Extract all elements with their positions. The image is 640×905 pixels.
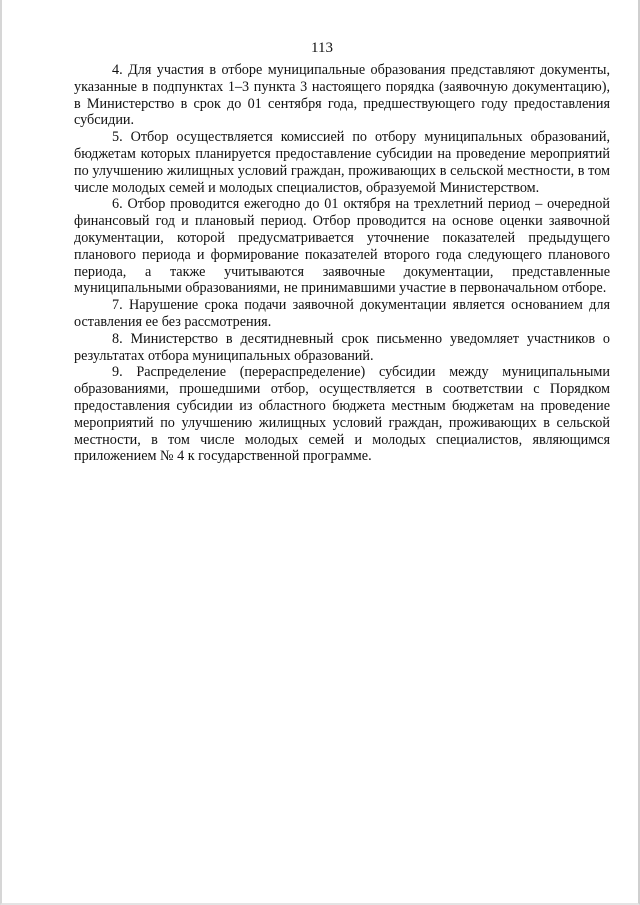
document-body <box>74 62 610 465</box>
paragraph-8: 8. Министерство в десятидневный срок письменно уведомляет участников о результатах отбора муниципальных образований. <box>74 330 610 364</box>
page-number: 113 <box>311 40 333 56</box>
paragraph-9: 9. Распределение (перераспределение) субсидии между муниципальными образованиями, прошедшими отбор, осуществляется в соответствии с Порядком предоставления субсидии из областного бюджета местным бюджетам на проведение мероприятий по улучшению жилищных условий граждан, проживающих в сельской местности, в том числе молодых семей и молодых специалистов, являющимся приложением № 4 к государственной программе. <box>74 364 610 465</box>
paragraph-4: 4. Для участия в отборе муниципальные образования представляют документы, указанные в подпунктах 1–3 пункта 3 настоящего порядка (заявочную документацию), в Министерство в срок до 01 сентября года, предшествующего году предоставления субсидии. <box>74 62 610 129</box>
paragraph-6: 6. Отбор проводится ежегодно до 01 октября на трехлетний период – очередной финансовый год и плановый период. Отбор проводится на основе оценки заявочной документации, которой предусматривается уточнение показателей предыдущего планового периода и формирование показателей второго года следующего планового периода, а также учитываются заявочные документации, представленные муниципальными образованиями, не принимавшими участие в первоначальном отборе. <box>74 196 610 297</box>
paragraph-5: 5. Отбор осуществляется комиссией по отбору муниципальных образований, бюджетам которых планируется предоставление субсидии на проведение мероприятий по улучшению жилищных условий граждан, проживающих в сельской местности, в том числе молодых семей и молодых специалистов, образуемой Министерством. <box>74 129 610 196</box>
paragraph-7: 7. Нарушение срока подачи заявочной документации является основанием для оставления ее без рассмотрения. <box>74 297 610 330</box>
